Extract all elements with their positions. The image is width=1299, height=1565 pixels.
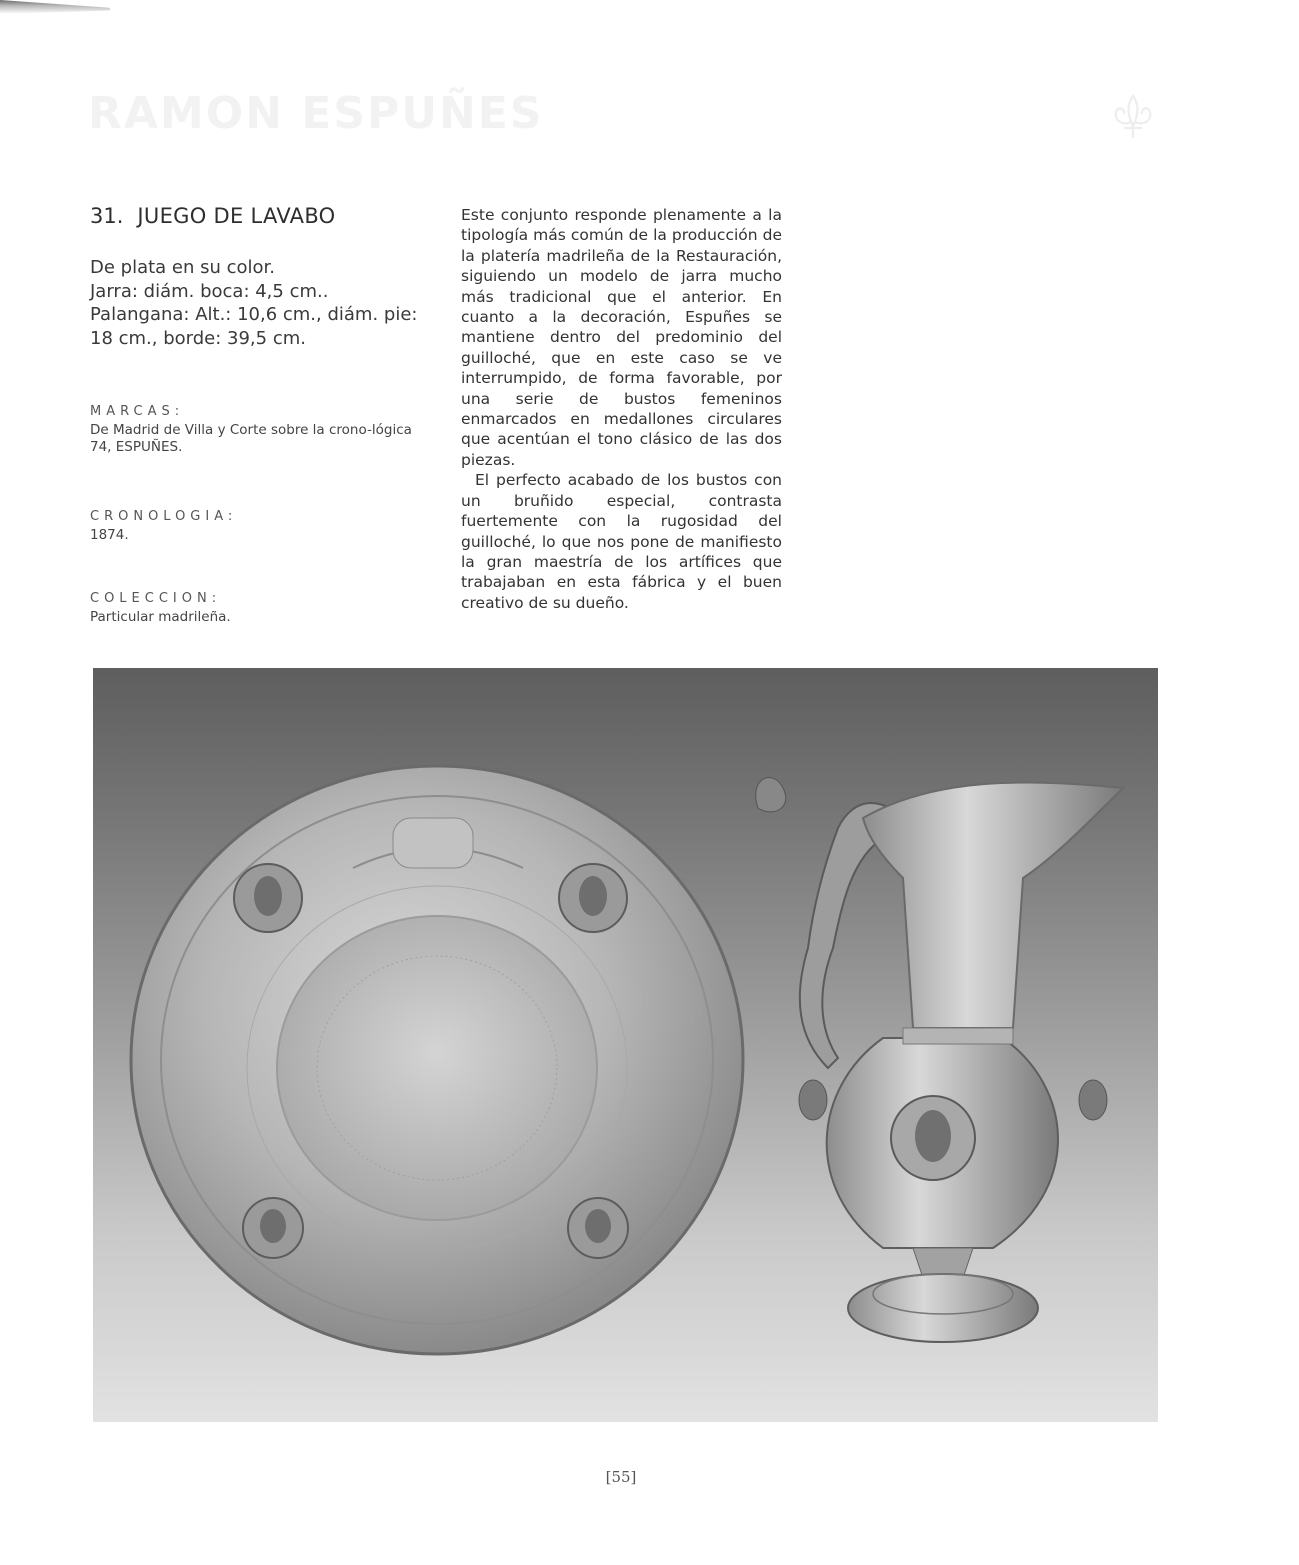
page-number: [55] bbox=[605, 1468, 637, 1486]
marcas-label: MARCAS: bbox=[90, 404, 185, 419]
cronologia-value: 1874. bbox=[90, 527, 129, 543]
description-line: Jarra: diám. boca: 4,5 cm.. bbox=[90, 280, 329, 302]
basin-well bbox=[277, 916, 597, 1220]
body-text bbox=[461, 205, 782, 613]
running-head: RAMON ESPUÑES bbox=[88, 88, 544, 139]
marcas-value: De Madrid de Villa y Corte sobre la crono-lógica 74, ESPUÑES. bbox=[90, 422, 412, 455]
entry-number: 31. bbox=[90, 204, 124, 228]
scan-edge-shadow bbox=[0, 0, 110, 14]
description-line: 18 cm., borde: 39,5 cm. bbox=[90, 327, 306, 349]
ewer bbox=[756, 778, 1123, 1342]
photo-illustration bbox=[93, 668, 1158, 1422]
photograph-silver-basin-and-ewer bbox=[93, 668, 1158, 1422]
description-line: Palangana: Alt.: 10,6 cm., diám. pie: bbox=[90, 304, 418, 325]
coleccion-value: Particular madrileña. bbox=[90, 609, 231, 625]
catalog-entry-title bbox=[90, 204, 336, 228]
coleccion-label: COLECCION: bbox=[90, 591, 222, 606]
object-description bbox=[90, 256, 420, 350]
ewer-foot bbox=[848, 1274, 1038, 1342]
body-paragraph: El perfecto acabado de los bustos con un bruñido especial, contrasta fuertemente con la rugosidad del guilloché, lo que nos pone de manifiesto la gran maestría de los artífices que trabajaban en esta fábrica y el buen creativo de su dueño. bbox=[461, 471, 782, 612]
cronologia-label: CRONOLOGIA: bbox=[90, 509, 238, 524]
description-line: De plata en su color. bbox=[90, 257, 276, 278]
fleur-de-lis-icon bbox=[1108, 92, 1158, 142]
body-paragraph: Este conjunto responde plenamente a la tipología más común de la producción de la platería madrileña de la Restauración, siguiendo un modelo de jarra mucho más tradicional que el anterior. En cuanto a la decoración, Espuñes se mantiene dentro del predominio del guilloché, que en este caso se ve interrumpido, de forma favorable, por una serie de bustos femeninos enmarcados en medallones circulares que acentúan el tono clásico de las dos piezas. bbox=[461, 206, 782, 469]
entry-title: JUEGO DE LAVABO bbox=[137, 204, 336, 228]
